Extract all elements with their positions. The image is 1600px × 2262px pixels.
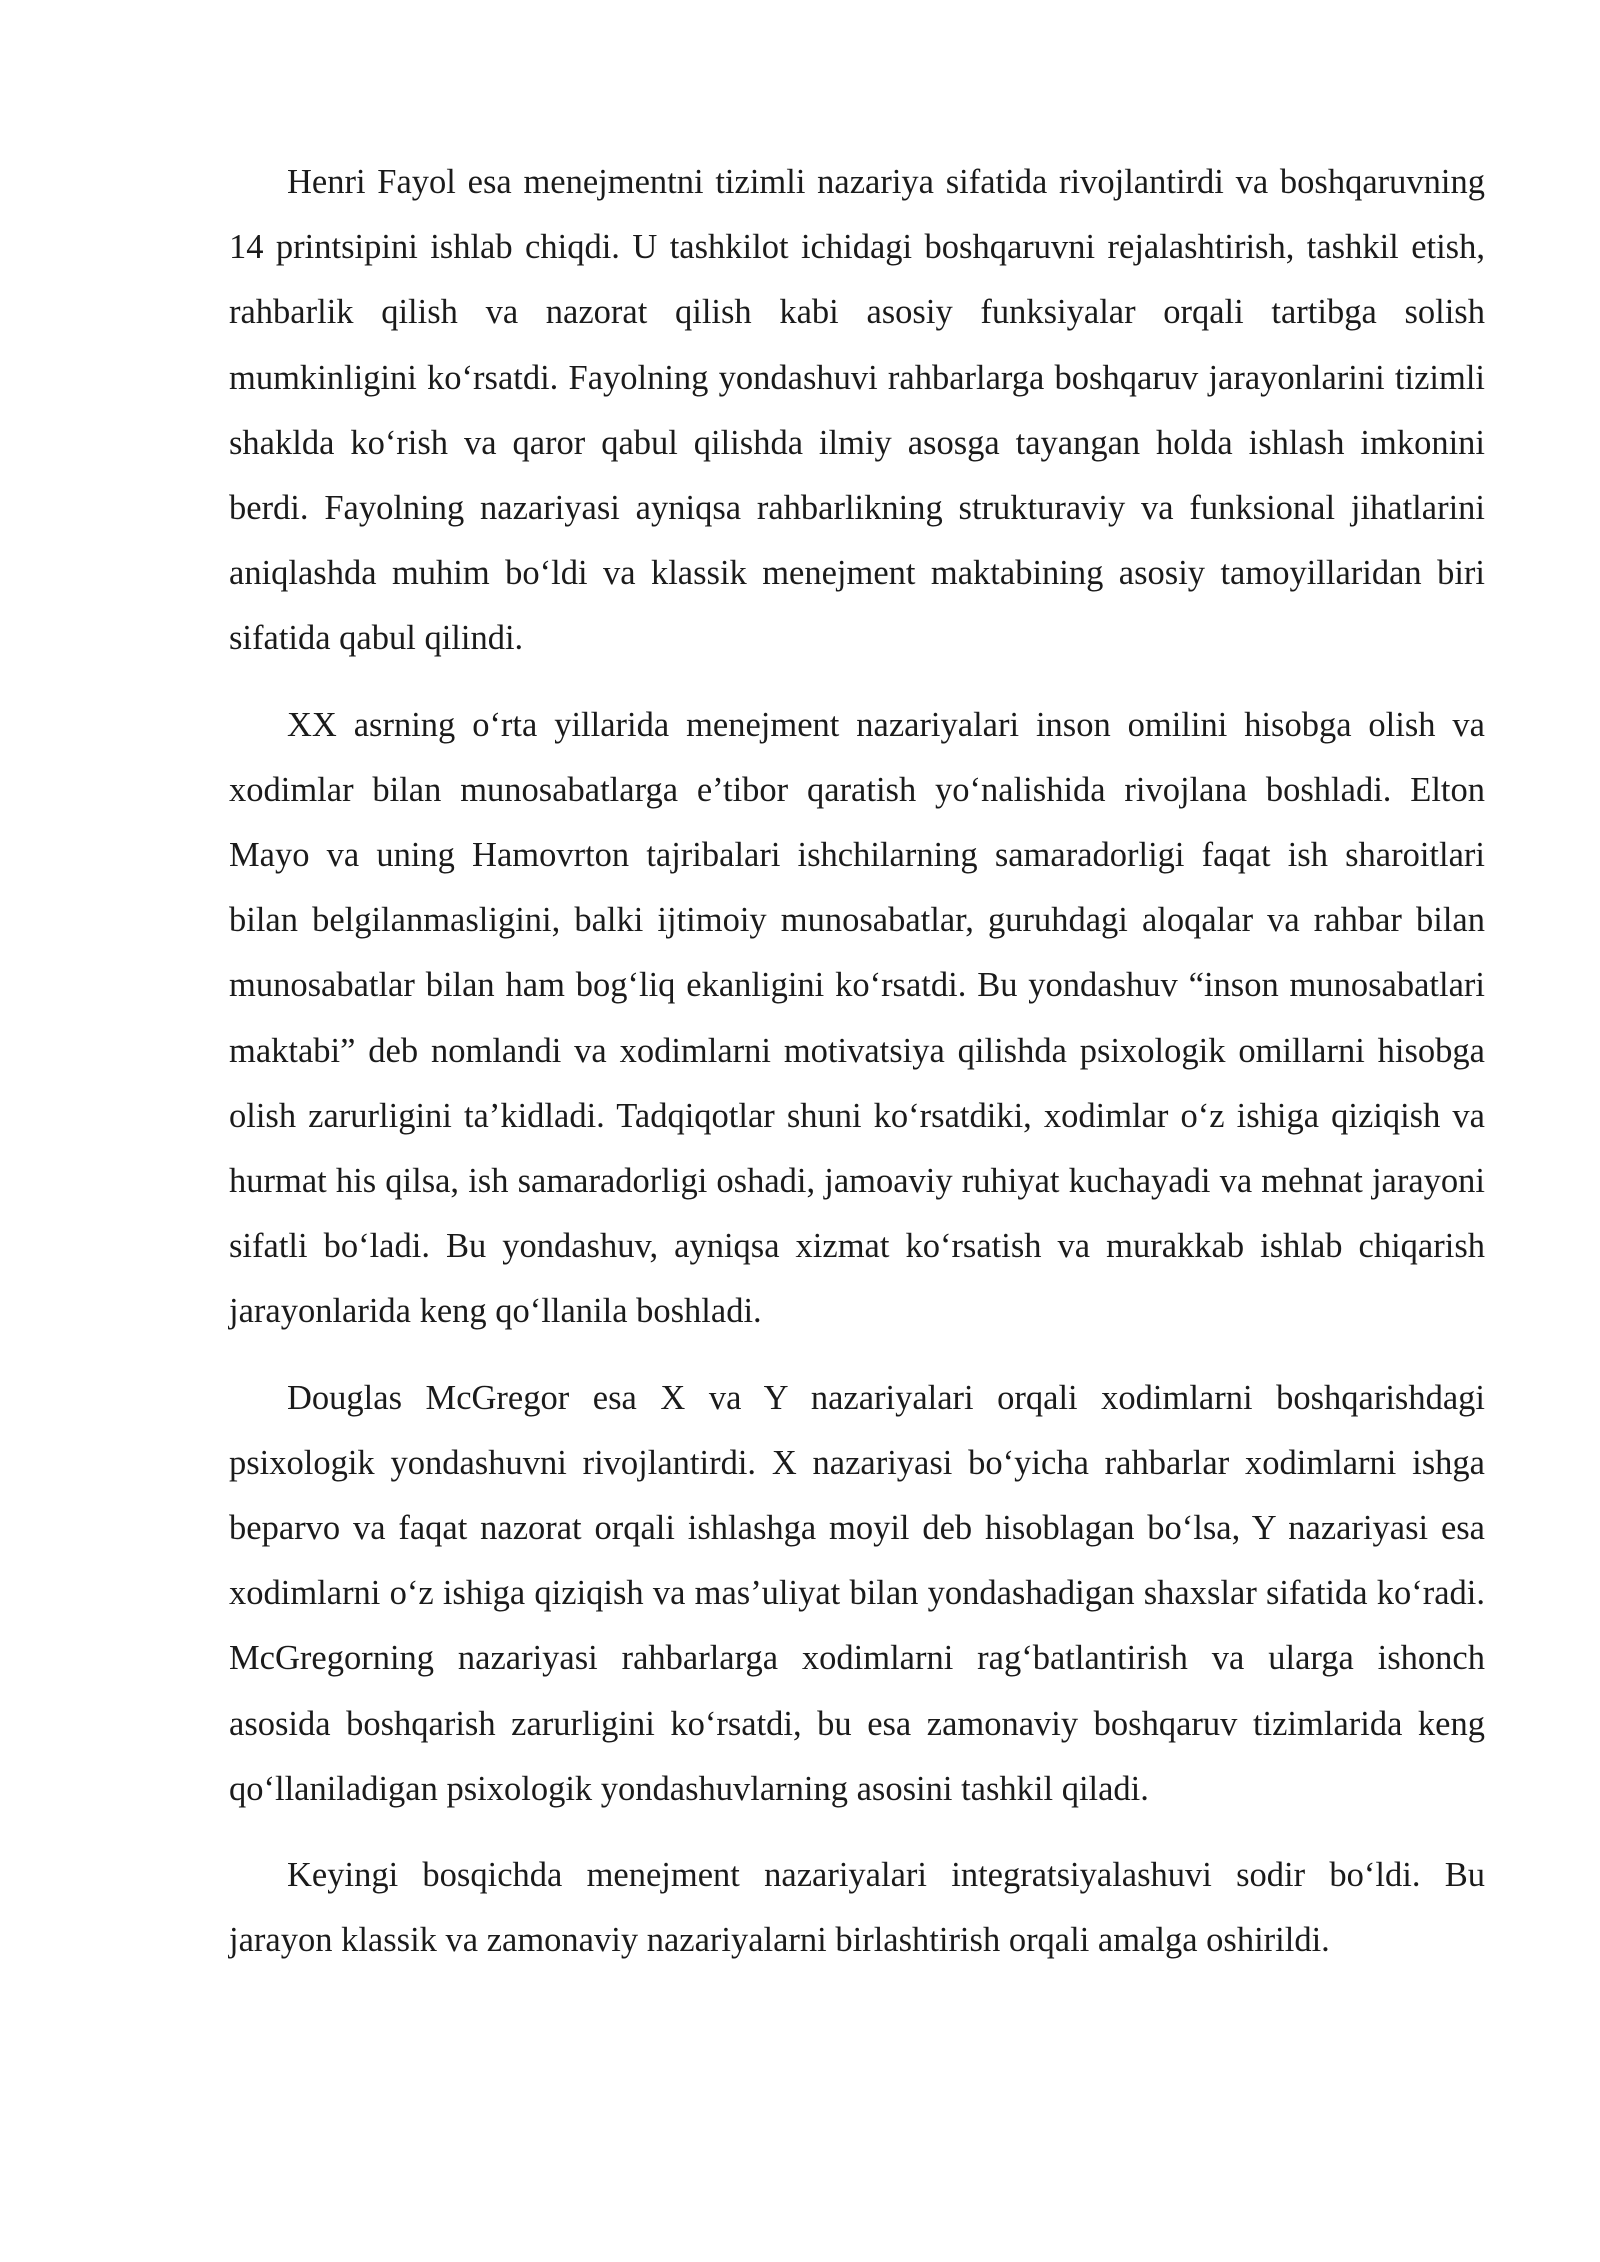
paragraph-fayol: Henri Fayol esa menejmentni tizimli nazariya sifatida rivojlantirdi va boshqaruvning 14 printsipini ishlab chiqdi. U tashkilot ichidagi boshqaruvni rejalashtirish, tashkil etish, rahbarlik qilish va nazorat qilish kabi asosiy funksiyalar orqali tartibga solish mumkinligini ko‘rsatdi. Fayolning yondashuvi rahbarlarga boshqaruv jarayonlarini tizimli shaklda ko‘rish va qaror qabul qilishda ilmiy asosga tayangan holda ishlash imkonini berdi. Fayolning nazariyasi ayniqsa rahbarlikning strukturaviy va funksional jihatlarini aniqlashda muhim bo‘ldi va klassik menejment maktabining asosiy tamoyillaridan biri sifatida qabul qilindi. [229, 163, 1485, 658]
paragraph-integration: Keyingi bosqichda menejment nazariyalari integratsiyalashuvi sodir bo‘ldi. Bu jarayon klassik va zamonaviy nazariyalarni birlashtirish orqali amalga oshirildi. [229, 1856, 1485, 1960]
document-page [229, 150, 1485, 1994]
paragraph-human-relations: XX asrning o‘rta yillarida menejment nazariyalari inson omilini hisobga olish va xodimlar bilan munosabatlarga e’tibor qaratish yo‘nalishida rivojlana boshladi. Elton Mayo va uning Hamovrton tajribalari ishchilarning samaradorligi faqat ish sharoitlari bilan belgilanmasligini, balki ijtimoiy munosabatlar, guruhdagi aloqalar va rahbar bilan munosabatlar bilan ham bog‘liq ekanligini ko‘rsatdi. Bu yondashuv “inson munosabatlari maktabi” deb nomlandi va xodimlarni motivatsiya qilishda psixologik omillarni hisobga olish zarurligini ta’kidladi. Tadqiqotlar shuni ko‘rsatdiki, xodimlar o‘z ishiga qiziqish va hurmat his qilsa, ish samaradorligi oshadi, jamoaviy ruhiyat kuchayadi va mehnat jarayoni sifatli bo‘ladi. Bu yondashuv, ayniqsa xizmat ko‘rsatish va murakkab ishlab chiqarish jarayonlarida keng qo‘llanila boshladi. [229, 705, 1485, 1331]
paragraph-mcgregor: Douglas McGregor esa X va Y nazariyalari orqali xodimlarni boshqarishdagi psixologik yondashuvni rivojlantirdi. X nazariyasi bo‘yicha rahbarlar xodimlarni ishga beparvo va faqat nazorat orqali ishlashga moyil deb hisoblagan bo‘lsa, Y nazariyasi esa xodimlarni o‘z ishiga qiziqish va mas’uliyat bilan yondashadigan shaxslar sifatida ko‘radi. McGregorning nazariyasi rahbarlarga xodimlarni rag‘batlantirish va ularga ishonch asosida boshqarish zarurligini ko‘rsatdi, bu esa zamonaviy boshqaruv tizimlarida keng qo‘llaniladigan psixologik yondashuvlarning asosini tashkil qiladi. [229, 1378, 1485, 1808]
